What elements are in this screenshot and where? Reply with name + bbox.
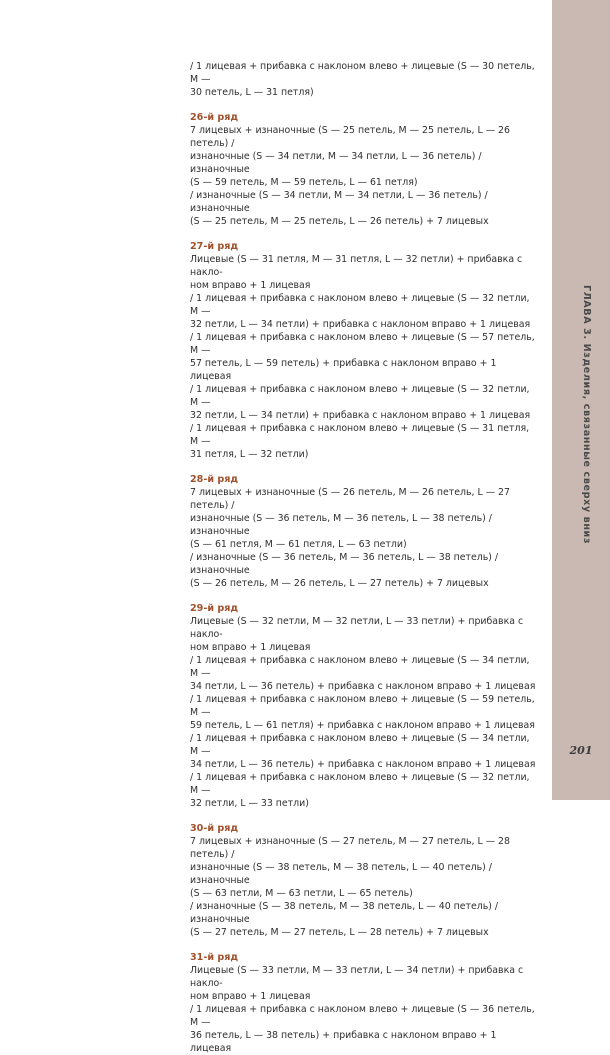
row-instruction-line: ном вправо + 1 лицевая	[190, 642, 311, 653]
row-instruction-line: / 1 лицевая + прибавка с наклоном влево + лицевые (S — 34 петли, M —	[190, 655, 530, 679]
row-instruction-line: / изнаночные (S — 36 петель, M — 36 петель, L — 38 петель) / изнаночные	[190, 552, 499, 576]
row-heading: 27-й ряд	[190, 241, 239, 252]
row-instruction-line: 31 петля, L — 32 петли)	[190, 449, 309, 460]
chapter-title: ГЛАВА 3. Изделия, связанные сверху вниз	[581, 285, 592, 545]
row-instruction-line: Лицевые (S — 31 петля, M — 31 петля, L — 32 петли) + прибавка с накло-	[190, 254, 523, 278]
row-instruction-line: / 1 лицевая + прибавка с наклоном влево + лицевые (S — 32 петли, M —	[190, 293, 530, 317]
row-instruction-line: / изнаночные (S — 34 петли, M — 34 петли, L — 36 петель) / изнаночные	[190, 190, 488, 214]
row-instruction-line: / 1 лицевая + прибавка с наклоном влево + лицевые (S — 34 петли, M —	[190, 733, 530, 757]
row-instruction-line: / 1 лицевая + прибавка с наклоном влево + лицевые (S — 57 петель, M —	[190, 332, 535, 356]
row-instruction-line: Лицевые (S — 32 петли, M — 32 петли, L — 33 петли) + прибавка с накло-	[190, 616, 524, 640]
page-number: 201	[569, 744, 593, 757]
row-instruction-line: 32 петли, L — 34 петли) + прибавка с наклоном вправо + 1 лицевая	[190, 410, 531, 421]
row-instruction-line: ном вправо + 1 лицевая	[190, 991, 311, 1002]
row-instruction-line: / 1 лицевая + прибавка с наклоном влево + лицевые (S — 32 петли, M —	[190, 772, 530, 796]
row-instruction-line: 7 лицевых + изнаночные (S — 27 петель, M — 27 петель, L — 28 петель) /	[190, 836, 510, 860]
intro-block	[190, 60, 540, 99]
row-instruction-line: / 1 лицевая + прибавка с наклоном влево + лицевые (S — 32 петли, M —	[190, 384, 530, 408]
row-sections	[190, 111, 540, 1055]
row-instruction-line: 7 лицевых + изнаночные (S — 25 петель, M — 25 петель, L — 26 петель) /	[190, 125, 510, 149]
row-instruction-line: изнаночные (S — 34 петли, M — 34 петли, L — 36 петель) / изнаночные	[190, 151, 482, 175]
row-instruction-line: (S — 26 петель, M — 26 петель, L — 27 петель) + 7 лицевых	[190, 578, 489, 589]
row-instruction-line: / 1 лицевая + прибавка с наклоном влево + лицевые (S — 36 петель, M —	[190, 1004, 535, 1028]
row-instruction-line: / изнаночные (S — 38 петель, M — 38 петель, L — 40 петель) / изнаночные	[190, 901, 499, 925]
intro-line: / 1 лицевая + прибавка с наклоном влево + лицевые (S — 30 петель, M —	[190, 61, 535, 85]
row-section	[190, 602, 540, 810]
row-section	[190, 111, 540, 228]
page-content	[190, 60, 540, 1055]
row-heading: 30-й ряд	[190, 823, 239, 834]
row-instruction-line: (S — 25 петель, M — 25 петель, L — 26 петель) + 7 лицевых	[190, 216, 489, 227]
row-instruction-line: 34 петли, L — 36 петель) + прибавка с наклоном вправо + 1 лицевая	[190, 759, 536, 770]
row-instruction-line: (S — 59 петель, M — 59 петель, L — 61 петля)	[190, 177, 418, 188]
row-instruction-line: 34 петли, L — 36 петель) + прибавка с наклоном вправо + 1 лицевая	[190, 681, 536, 692]
row-instruction-line: 59 петель, L — 61 петля) + прибавка с наклоном вправо + 1 лицевая	[190, 720, 535, 731]
row-instruction-line: изнаночные (S — 38 петель, M — 38 петель, L — 40 петель) / изнаночные	[190, 862, 492, 886]
row-instruction-line: (S — 63 петли, M — 63 петли, L — 65 петель)	[190, 888, 413, 899]
row-instruction-line: 32 петли, L — 34 петли) + прибавка с наклоном вправо + 1 лицевая	[190, 319, 531, 330]
row-heading: 26-й ряд	[190, 112, 239, 123]
row-section	[190, 822, 540, 939]
row-instruction-line: ном вправо + 1 лицевая	[190, 280, 311, 291]
row-section	[190, 951, 540, 1055]
row-instruction-line: / 1 лицевая + прибавка с наклоном влево + лицевые (S — 59 петель, M —	[190, 694, 535, 718]
row-heading: 31-й ряд	[190, 952, 239, 963]
row-instruction-line: 36 петель, L — 38 петель) + прибавка с наклоном вправо + 1 лицевая	[190, 1030, 497, 1054]
row-instruction-line: изнаночные (S — 36 петель, M — 36 петель, L — 38 петель) / изнаночные	[190, 513, 492, 537]
row-section	[190, 473, 540, 590]
row-instruction-line: 57 петель, L — 59 петель) + прибавка с наклоном вправо + 1 лицевая	[190, 358, 497, 382]
row-instruction-line: 32 петли, L — 33 петли)	[190, 798, 309, 809]
row-heading: 28-й ряд	[190, 474, 239, 485]
row-instruction-line: Лицевые (S — 33 петли, M — 33 петли, L — 34 петли) + прибавка с накло-	[190, 965, 524, 989]
row-instruction-line: (S — 27 петель, M — 27 петель, L — 28 петель) + 7 лицевых	[190, 927, 489, 938]
row-instruction-line: / 1 лицевая + прибавка с наклоном влево + лицевые (S — 31 петля, M —	[190, 423, 530, 447]
intro-line: 30 петель, L — 31 петля)	[190, 87, 314, 98]
row-heading: 29-й ряд	[190, 603, 239, 614]
row-instruction-line: 7 лицевых + изнаночные (S — 26 петель, M — 26 петель, L — 27 петель) /	[190, 487, 510, 511]
row-section	[190, 240, 540, 461]
row-instruction-line: (S — 61 петля, M — 61 петля, L — 63 петли)	[190, 539, 407, 550]
